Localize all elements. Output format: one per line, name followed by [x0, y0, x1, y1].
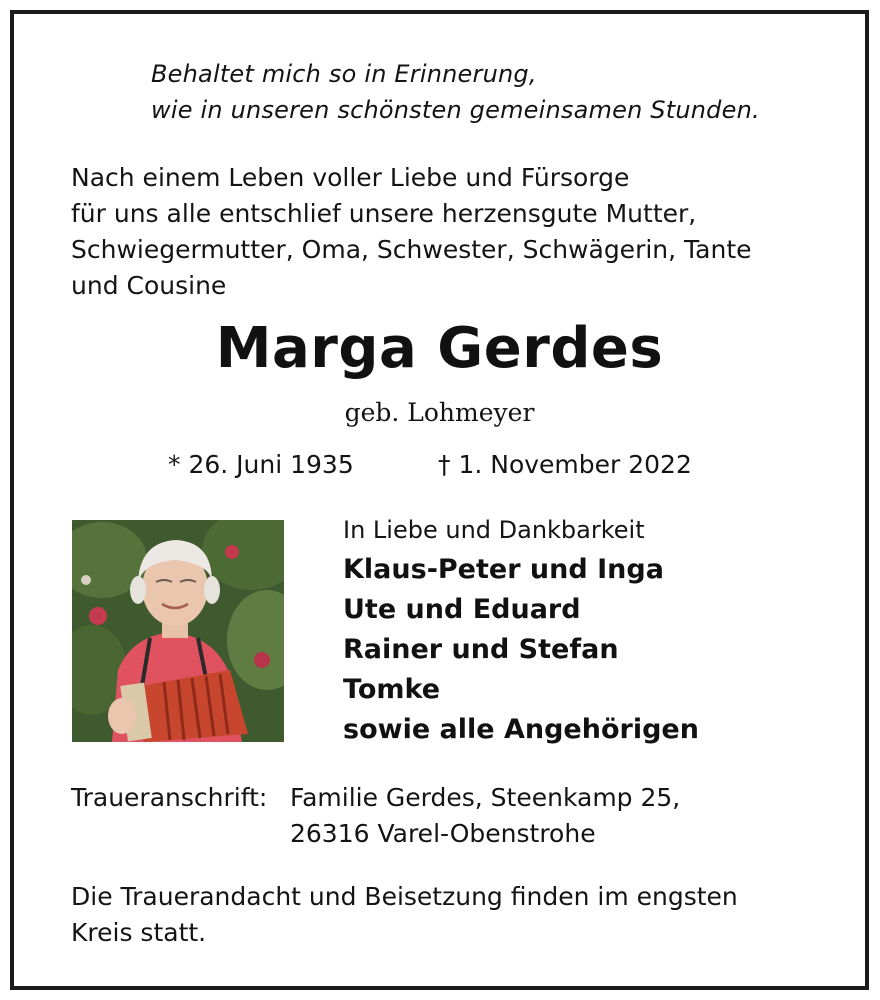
memorial-quote-line-1: Behaltet mich so in Erinnerung,: [151, 60, 537, 88]
maiden-name: geb. Lohmeyer: [344, 398, 535, 427]
obituary-notice: [10, 10, 869, 990]
mourner-name: Ute und Eduard: [343, 594, 581, 625]
mourners-intro: In Liebe und Dankbarkeit: [343, 516, 645, 544]
deceased-name: Marga Gerdes: [215, 316, 664, 381]
address-line-2: 26316 Varel-Obenstrohe: [290, 819, 596, 848]
intro-text-line-4: und Cousine: [71, 271, 227, 300]
funeral-notice-line-1: Die Trauerandacht und Beisetzung finden im engsten: [71, 882, 738, 911]
mourner-name: sowie alle Angehörigen: [343, 714, 699, 745]
intro-text-line-3: Schwiegermutter, Oma, Schwester, Schwägerin, Tante: [71, 235, 752, 264]
intro-text-line-1: Nach einem Leben voller Liebe und Fürsorge: [71, 163, 630, 192]
address-line-1: Familie Gerdes, Steenkamp 25,: [290, 783, 681, 812]
mourner-name: Rainer und Stefan: [343, 634, 619, 665]
portrait-photo: [72, 520, 284, 742]
memorial-quote-line-2: wie in unseren schönsten gemeinsamen Stunden.: [151, 96, 760, 124]
mourner-name: Klaus-Peter und Inga: [343, 554, 664, 585]
funeral-notice-line-2: Kreis statt.: [71, 918, 207, 947]
intro-text-line-2: für uns alle entschlief unsere herzensgute Mutter,: [71, 199, 697, 228]
death-date: † 1. November 2022: [438, 450, 692, 479]
birth-date: * 26. Juni 1935: [168, 450, 354, 479]
mourner-name: Tomke: [343, 674, 441, 705]
address-label: Traueranschrift:: [71, 783, 268, 812]
